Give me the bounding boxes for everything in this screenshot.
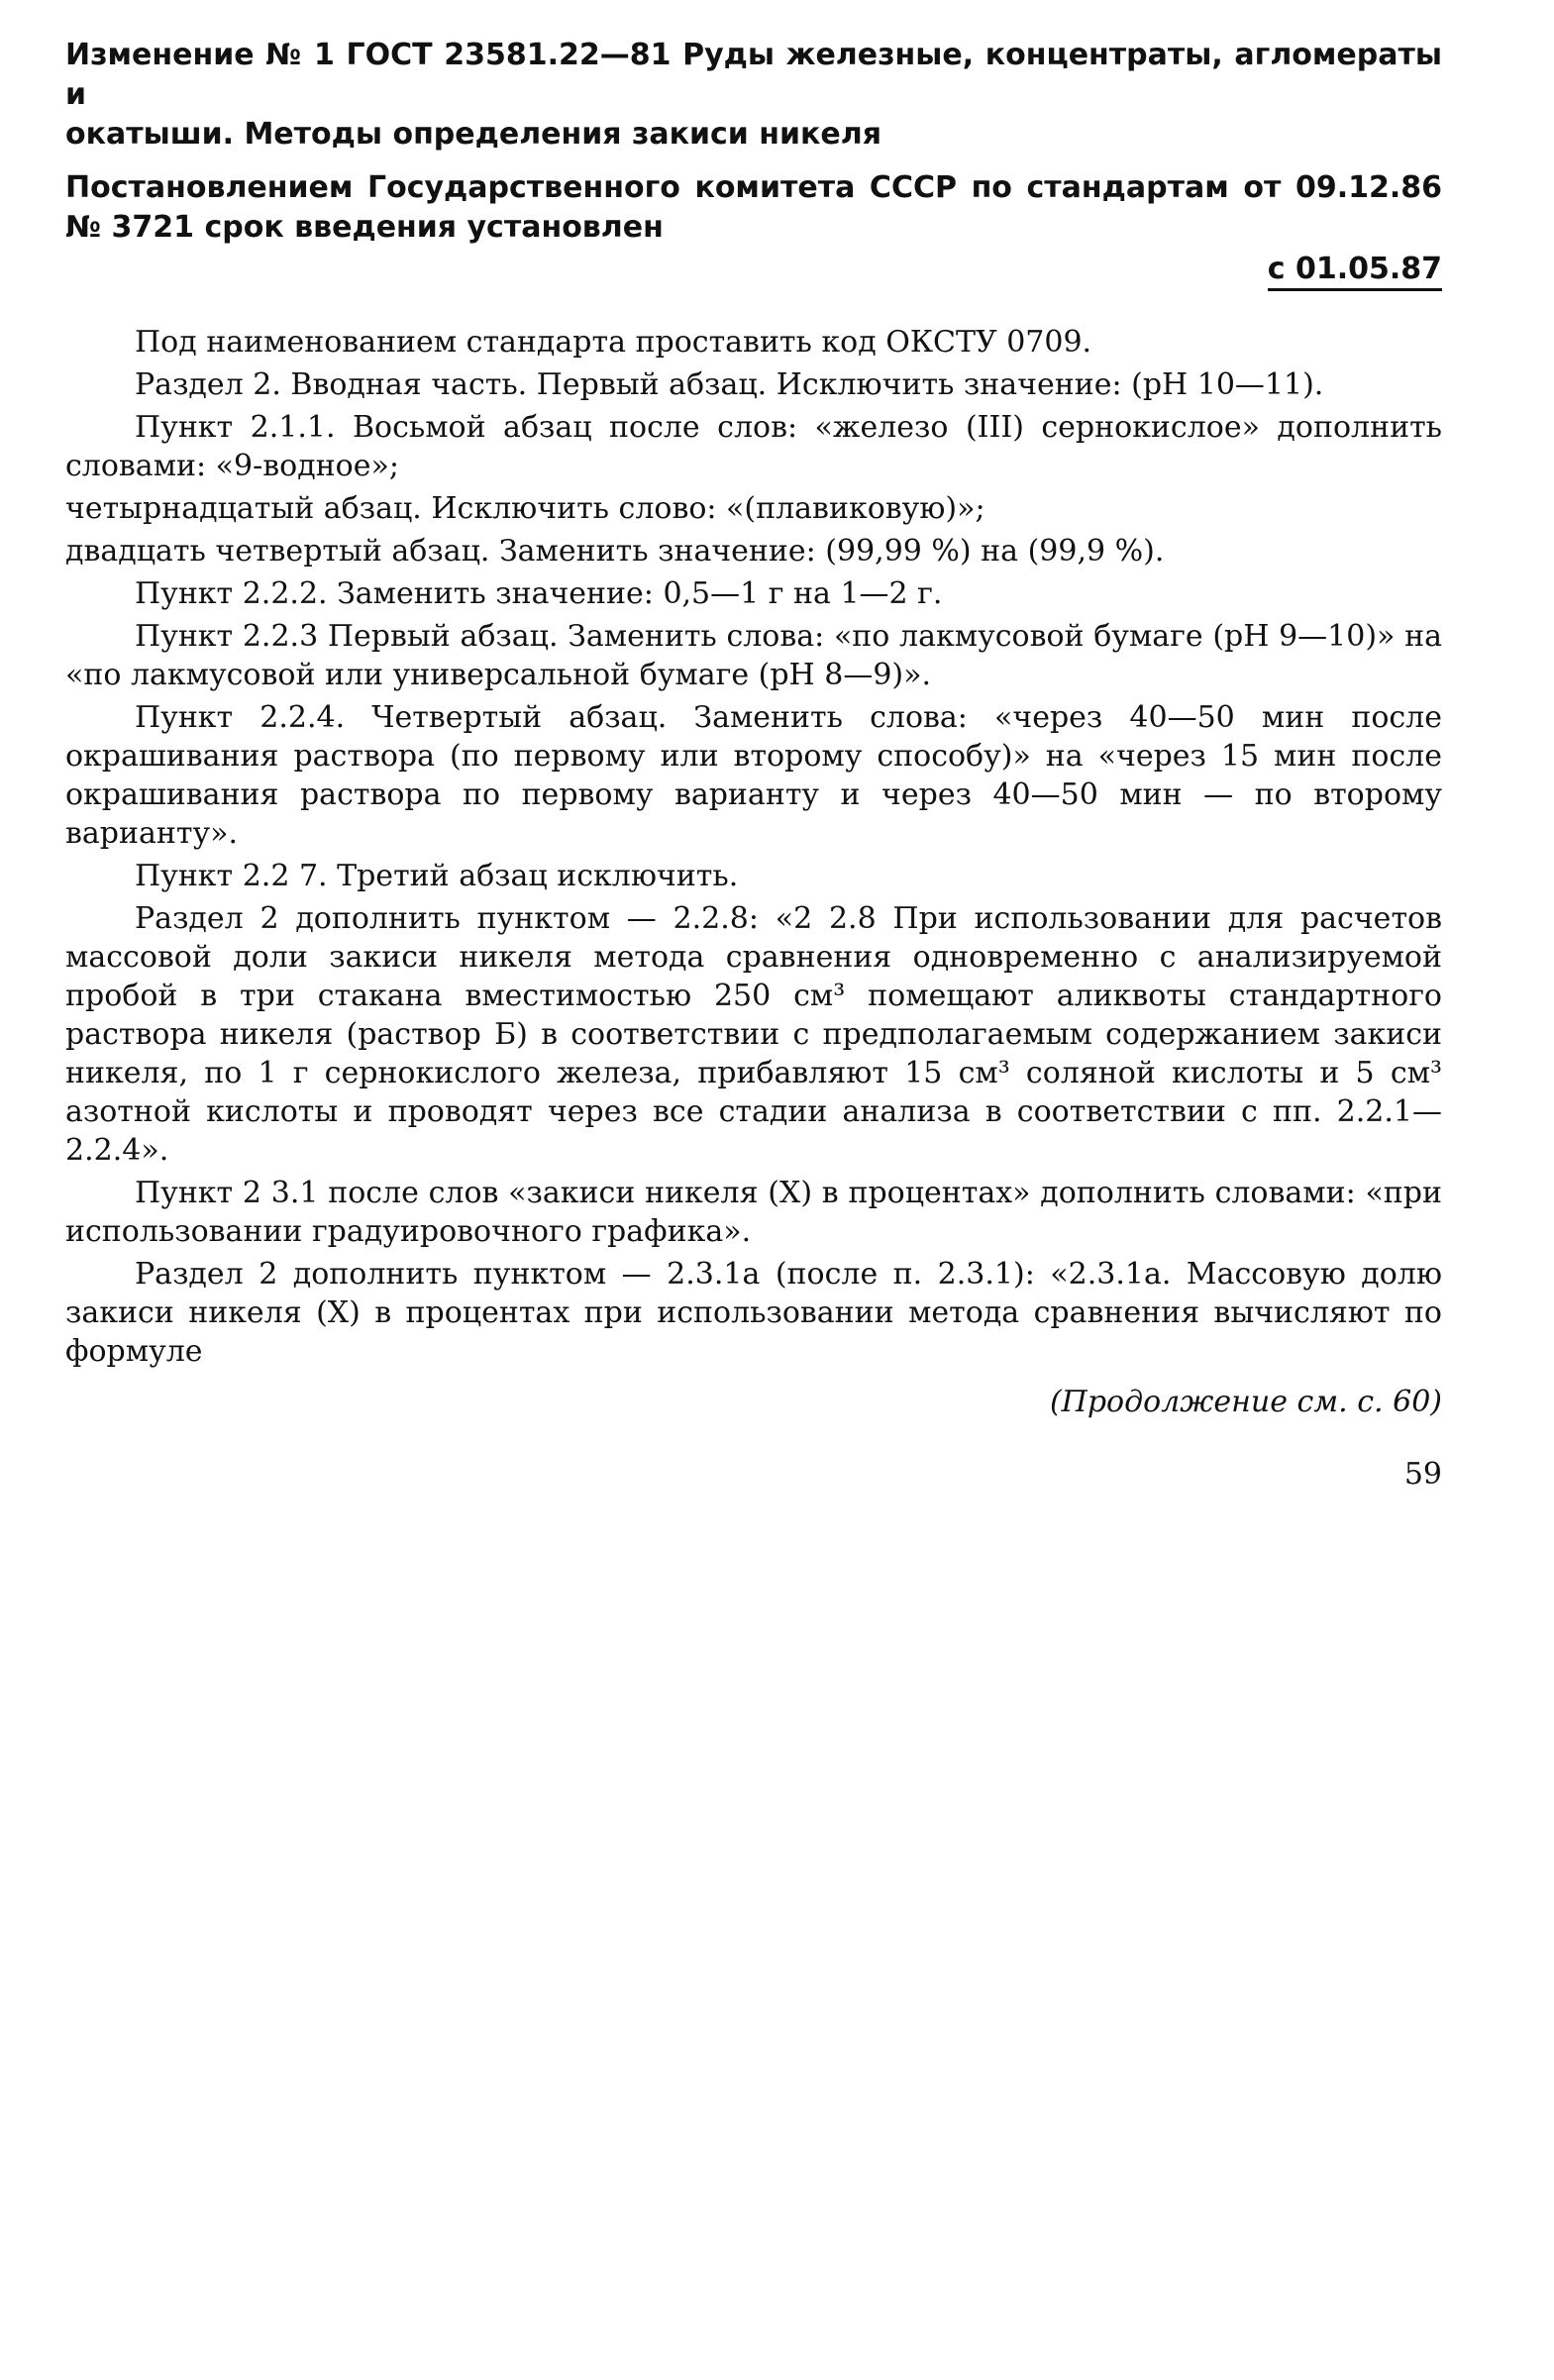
document-page — [65, 36, 1442, 1492]
amendment-paragraph: Пункт 2.2 7. Третий абзац исключить. — [135, 859, 739, 893]
amendment-paragraph: Пункт 2.1.1. Восьмой абзац после слов: «железо (III) сернокислое» дополнить словами: «9-водное»; — [65, 410, 1442, 483]
amendment-paragraph: Пункт 2 3.1 после слов «закиси никеля (X) в процентах» дополнить словами: «при использовании градуировочного графика». — [65, 1176, 1442, 1249]
continuation-note: (Продолжение см. с. 60) — [1049, 1385, 1442, 1419]
amendment-paragraph: Под наименованием стандарта проставить код ОКСТУ 0709. — [135, 325, 1092, 360]
amendment-paragraph: Раздел 2 дополнить пунктом — 2.3.1а (после п. 2.3.1): «2.3.1а. Массовую долю закиси никеля (X) в процентах при использовании метода сравнения вычисляют по формуле — [65, 1257, 1442, 1369]
amendment-paragraph: Раздел 2 дополнить пунктом — 2.2.8: «2 2.8 При использовании для расчетов массовой доли закиси никеля метода сравнения одновременно с анализируемой пробой в три стакана вместимостью 250 см³ помещают аликвоты стандартного раствора никеля (раствор Б) в соответствии с предполагаемым содержанием закиси никеля, по 1 г сернокислого железа, прибавляют 15 см³ соляной кислоты и 5 см³ азотной кислоты и проводят через все стадии анализа в соответствии с пп. 2.2.1—2.2.4». — [65, 901, 1442, 1168]
effective-date-value: с 01.05.87 — [1268, 252, 1442, 291]
effective-date — [65, 250, 1442, 289]
amendment-body — [65, 323, 1442, 1371]
amendment-title-line-1: Изменение № 1 ГОСТ 23581.22—81 Руды железные, концентраты, агломераты и — [65, 38, 1442, 112]
amendment-paragraph: Пункт 2.2.2. Заменить значение: 0,5—1 г на 1—2 г. — [135, 576, 943, 611]
decree-statement: Постановлением Государственного комитета СССР по стандартам от 09.12.86 № 3721 срок введения установлен — [65, 170, 1442, 245]
amendment-paragraph: Пункт 2.2.4. Четвертый абзац. Заменить слова: «через 40—50 мин после окрашивания раствора (по первому или второму способу)» на «через 15 мин после окрашивания раствора по первому варианту и через 40—50 мин — по второму варианту». — [65, 700, 1442, 851]
amendment-paragraph: двадцать четвертый абзац. Заменить значение: (99,99 %) на (99,9 %). — [65, 534, 1165, 569]
amendment-title — [65, 36, 1442, 155]
amendment-paragraph: Пункт 2.2.3 Первый абзац. Заменить слова: «по лакмусовой бумаге (рН 9—10)» на «по лакмусовой или универсальной бумаге (рН 8—9)». — [65, 619, 1442, 692]
amendment-title-line-2: окатыши. Методы определения закиси никеля — [65, 117, 881, 152]
page-number: 59 — [1403, 1457, 1442, 1492]
amendment-paragraph: Раздел 2. Вводная часть. Первый абзац. Исключить значение: (рН 10—11). — [135, 367, 1324, 402]
amendment-paragraph: четырнадцатый абзац. Исключить слово: «(плавиковую)»; — [65, 491, 985, 526]
